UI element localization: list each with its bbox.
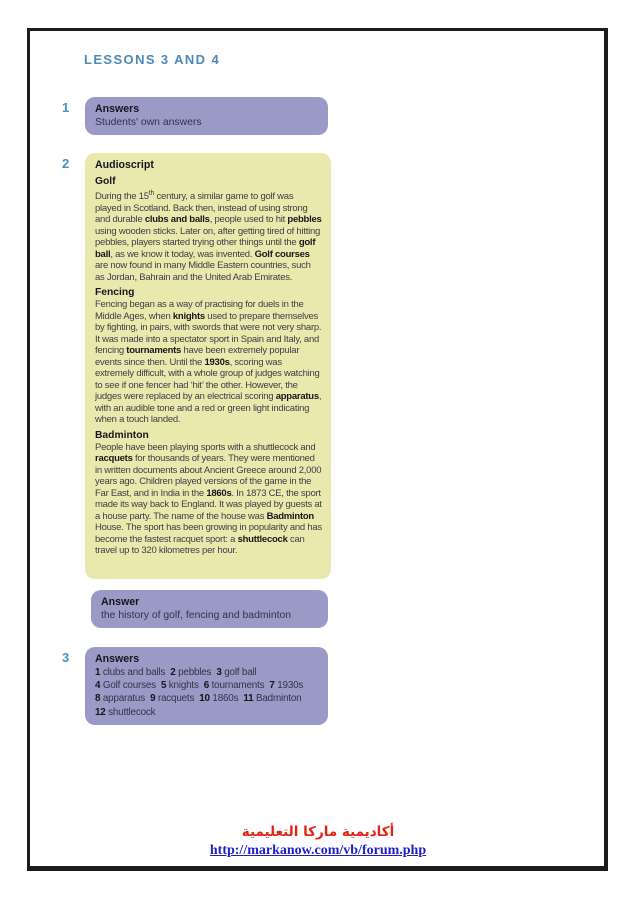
section-2-number: 2: [62, 156, 70, 171]
footer: [0, 824, 636, 859]
answer-section-spacer: [62, 590, 85, 593]
answers-line-3: 8 apparatus 9 racquets 10 1860s 11 Badminton: [95, 693, 302, 705]
academy-name: أكاديمية ماركا التعليمية: [241, 824, 395, 840]
answers-box-1-body: Students' own answers: [95, 117, 202, 128]
section-1-number: 1: [62, 100, 70, 115]
answers-box-1: [85, 97, 328, 135]
forum-link[interactable]: http://markanow.com/vb/forum.php: [209, 843, 427, 858]
section-1: [62, 97, 362, 135]
audioscript-box: [85, 153, 331, 579]
section-3-number: 3: [62, 650, 70, 665]
answers-line-4: 12 shuttlecock: [95, 706, 156, 718]
answers-box-3-heading: Answers: [95, 653, 140, 665]
answers-box-3: [85, 647, 328, 725]
page-title: LESSONS 3 AND 4: [84, 52, 221, 67]
audioscript-heading: Audioscript: [95, 159, 154, 171]
answer-box: [91, 590, 328, 628]
answers-line-1: 1 clubs and balls 2 pebbles 3 golf ball: [95, 667, 257, 678]
audioscript-badminton-paragraph: People have been playing sports with a shuttlecock and racquets for thousands of years. They were mentioned in written documents about Ancient Greece around 2,000 years ago. Children played versions of the game in the Far East, and in India in the 1860s. In 1873 CE, the sport made its way back to England. It was played by guests at a house party. The name of the house was Badminton House. The sport has been growing in popularity and has become the fastest racquet sport: a shuttlecock can travel up to 320 kilometres per hour.: [95, 441, 322, 557]
section-2: [62, 153, 362, 579]
answer-box-heading: Answer: [101, 596, 140, 608]
answer-section: [62, 590, 362, 628]
answer-box-body: the history of golf, fencing and badminton: [101, 610, 292, 621]
answers-box-1-heading: Answers: [95, 103, 140, 115]
audioscript-golf-title: Golf: [95, 176, 116, 187]
page-content: [62, 52, 362, 725]
audioscript-golf-paragraph: During the 15th century, a similar game to golf was played in Scotland. Back then, instead of using strong and durable clubs and balls, people used to hit pebbles using wooden sticks. Later on, after getting tired of hitting pebbles, players started trying other things until the golf ball, as we know it today, was invented. Golf courses are now found in many Middle Eastern countries, such as Jordan, Bahrain and the United Arab Emirates.: [95, 190, 322, 283]
audioscript-fencing-title: Fencing: [95, 287, 135, 299]
section-3: [62, 647, 362, 725]
answers-line-2: 4 Golf courses 5 knights 6 tournaments 7 1930s: [95, 680, 304, 692]
audioscript-badminton-title: Badminton: [95, 429, 149, 441]
audioscript-fencing-paragraph: Fencing began as a way of practising for duels in the Middle Ages, when knights used to prepare themselves by fighting, in pairs, with swords that were not very sharp. It was made into a spectator sport in Spain and Italy, and fencing tournaments have been extremely popular events since then. Until the 1930s, scoring was extremely difficult, with a whole group of judges watching to see if one fencer had ‘hit’ the other. However, the judges were replaced by an electrical scoring apparatus, with an audible tone and a red or green light indicating when a touch landed.: [95, 299, 322, 426]
